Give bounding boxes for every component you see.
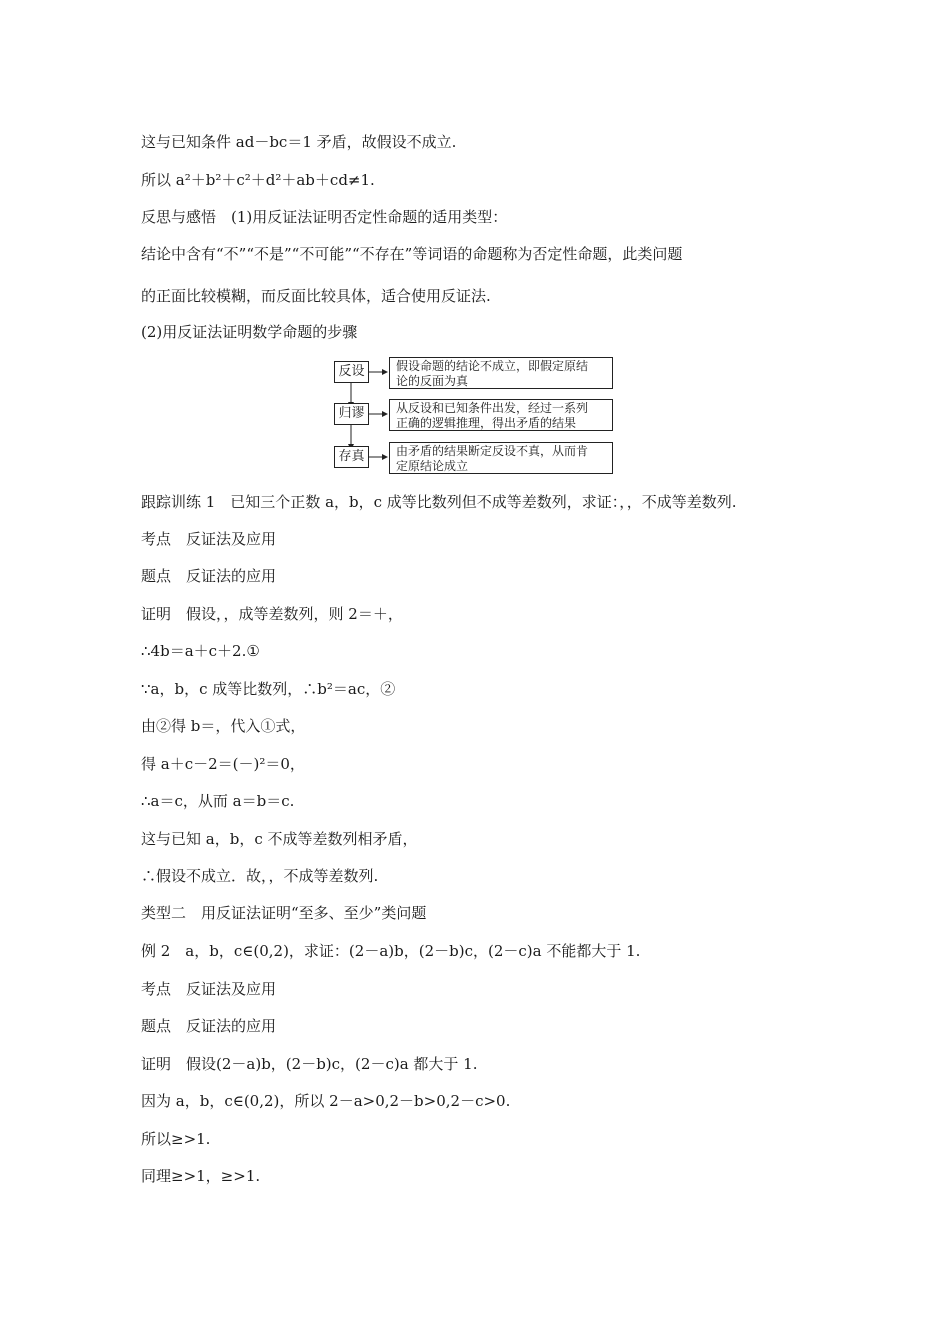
step-desc-line: 假设命题的结论不成立，即假定原结 — [396, 359, 589, 373]
section-heading: 类型二 用反证法证明“至多、至少”类问题 — [141, 904, 427, 922]
text-line: ∵a，b，c 成等比数列，∴b²＝ac，② — [141, 680, 396, 698]
text-line: 因为 a，b，c∈(0,2)，所以 2－a>0,2－b>0,2－c>0. — [141, 1092, 511, 1110]
text-line: 考点 反证法及应用 — [141, 530, 277, 548]
step-desc-conclude — [389, 442, 613, 474]
step-desc-line: 由矛盾的结果断定反设不真，从而肯 — [396, 444, 589, 458]
text-line: ∴4b＝a＋c＋2.① — [141, 642, 260, 660]
text-line: 所以≥>1. — [141, 1130, 211, 1148]
example-title: 例 2 a，b，c∈(0,2)，求证：(2－a)b，(2－b)c，(2－c)a 不能都大于 1. — [141, 942, 641, 960]
text-line: ∴假设不成立．故，，不成等差数列. — [141, 867, 379, 885]
proof-steps-flowchart — [334, 353, 616, 477]
step-desc-line: 定原结论成立 — [396, 459, 469, 473]
step-desc-assume — [389, 357, 613, 389]
step-desc-line: 论的反面为真 — [396, 374, 469, 388]
step-desc-line: 正确的逻辑推理，得出矛盾的结果 — [396, 416, 577, 430]
text-line: 题点 反证法的应用 — [141, 567, 277, 585]
text-line: 的正面比较模糊，而反面比较具体，适合使用反证法. — [141, 287, 491, 305]
text-line: (2)用反证法证明数学命题的步骤 — [141, 323, 358, 341]
step-tag-conclude: 存真 — [334, 446, 369, 468]
text-line: 这与已知 a，b，c 不成等差数列相矛盾， — [141, 830, 418, 848]
text-line: 由②得 b＝，代入①式， — [141, 717, 306, 735]
step-desc-line: 从反设和已知条件出发，经过一系列 — [396, 401, 589, 415]
text-line: ∴a＝c，从而 a＝b＝c. — [141, 792, 295, 810]
text-line: 证明 假设(2－a)b，(2－b)c，(2－c)a 都大于 1. — [141, 1055, 478, 1073]
text-line: 同理≥>1，≥>1. — [141, 1167, 261, 1185]
step-tag-assume: 反设 — [334, 361, 369, 383]
text-line: 题点 反证法的应用 — [141, 1017, 277, 1035]
text-line: 得 a＋c－2＝(－)²＝0， — [141, 755, 305, 773]
text-line: 结论中含有“不”“不是”“不可能”“不存在”等词语的命题称为否定性命题，此类问题 — [141, 245, 683, 263]
text-line: 所以 a²＋b²＋c²＋d²＋ab＋cd≠1. — [141, 171, 375, 189]
text-line: 这与已知条件 ad－bc＝1 矛盾，故假设不成立. — [141, 133, 457, 151]
text-line: 考点 反证法及应用 — [141, 980, 277, 998]
step-desc-contradict — [389, 399, 613, 431]
text-line: 证明 假设，，成等差数列，则 2＝＋， — [141, 605, 403, 623]
step-tag-contradict: 归谬 — [334, 403, 369, 425]
exercise-title: 跟踪训练 1 已知三个正数 a，b，c 成等比数列但不成等差数列，求证：，，不成等差数列. — [141, 493, 737, 511]
section-heading: 反思与感悟 (1)用反证法证明否定性命题的适用类型： — [141, 208, 508, 226]
